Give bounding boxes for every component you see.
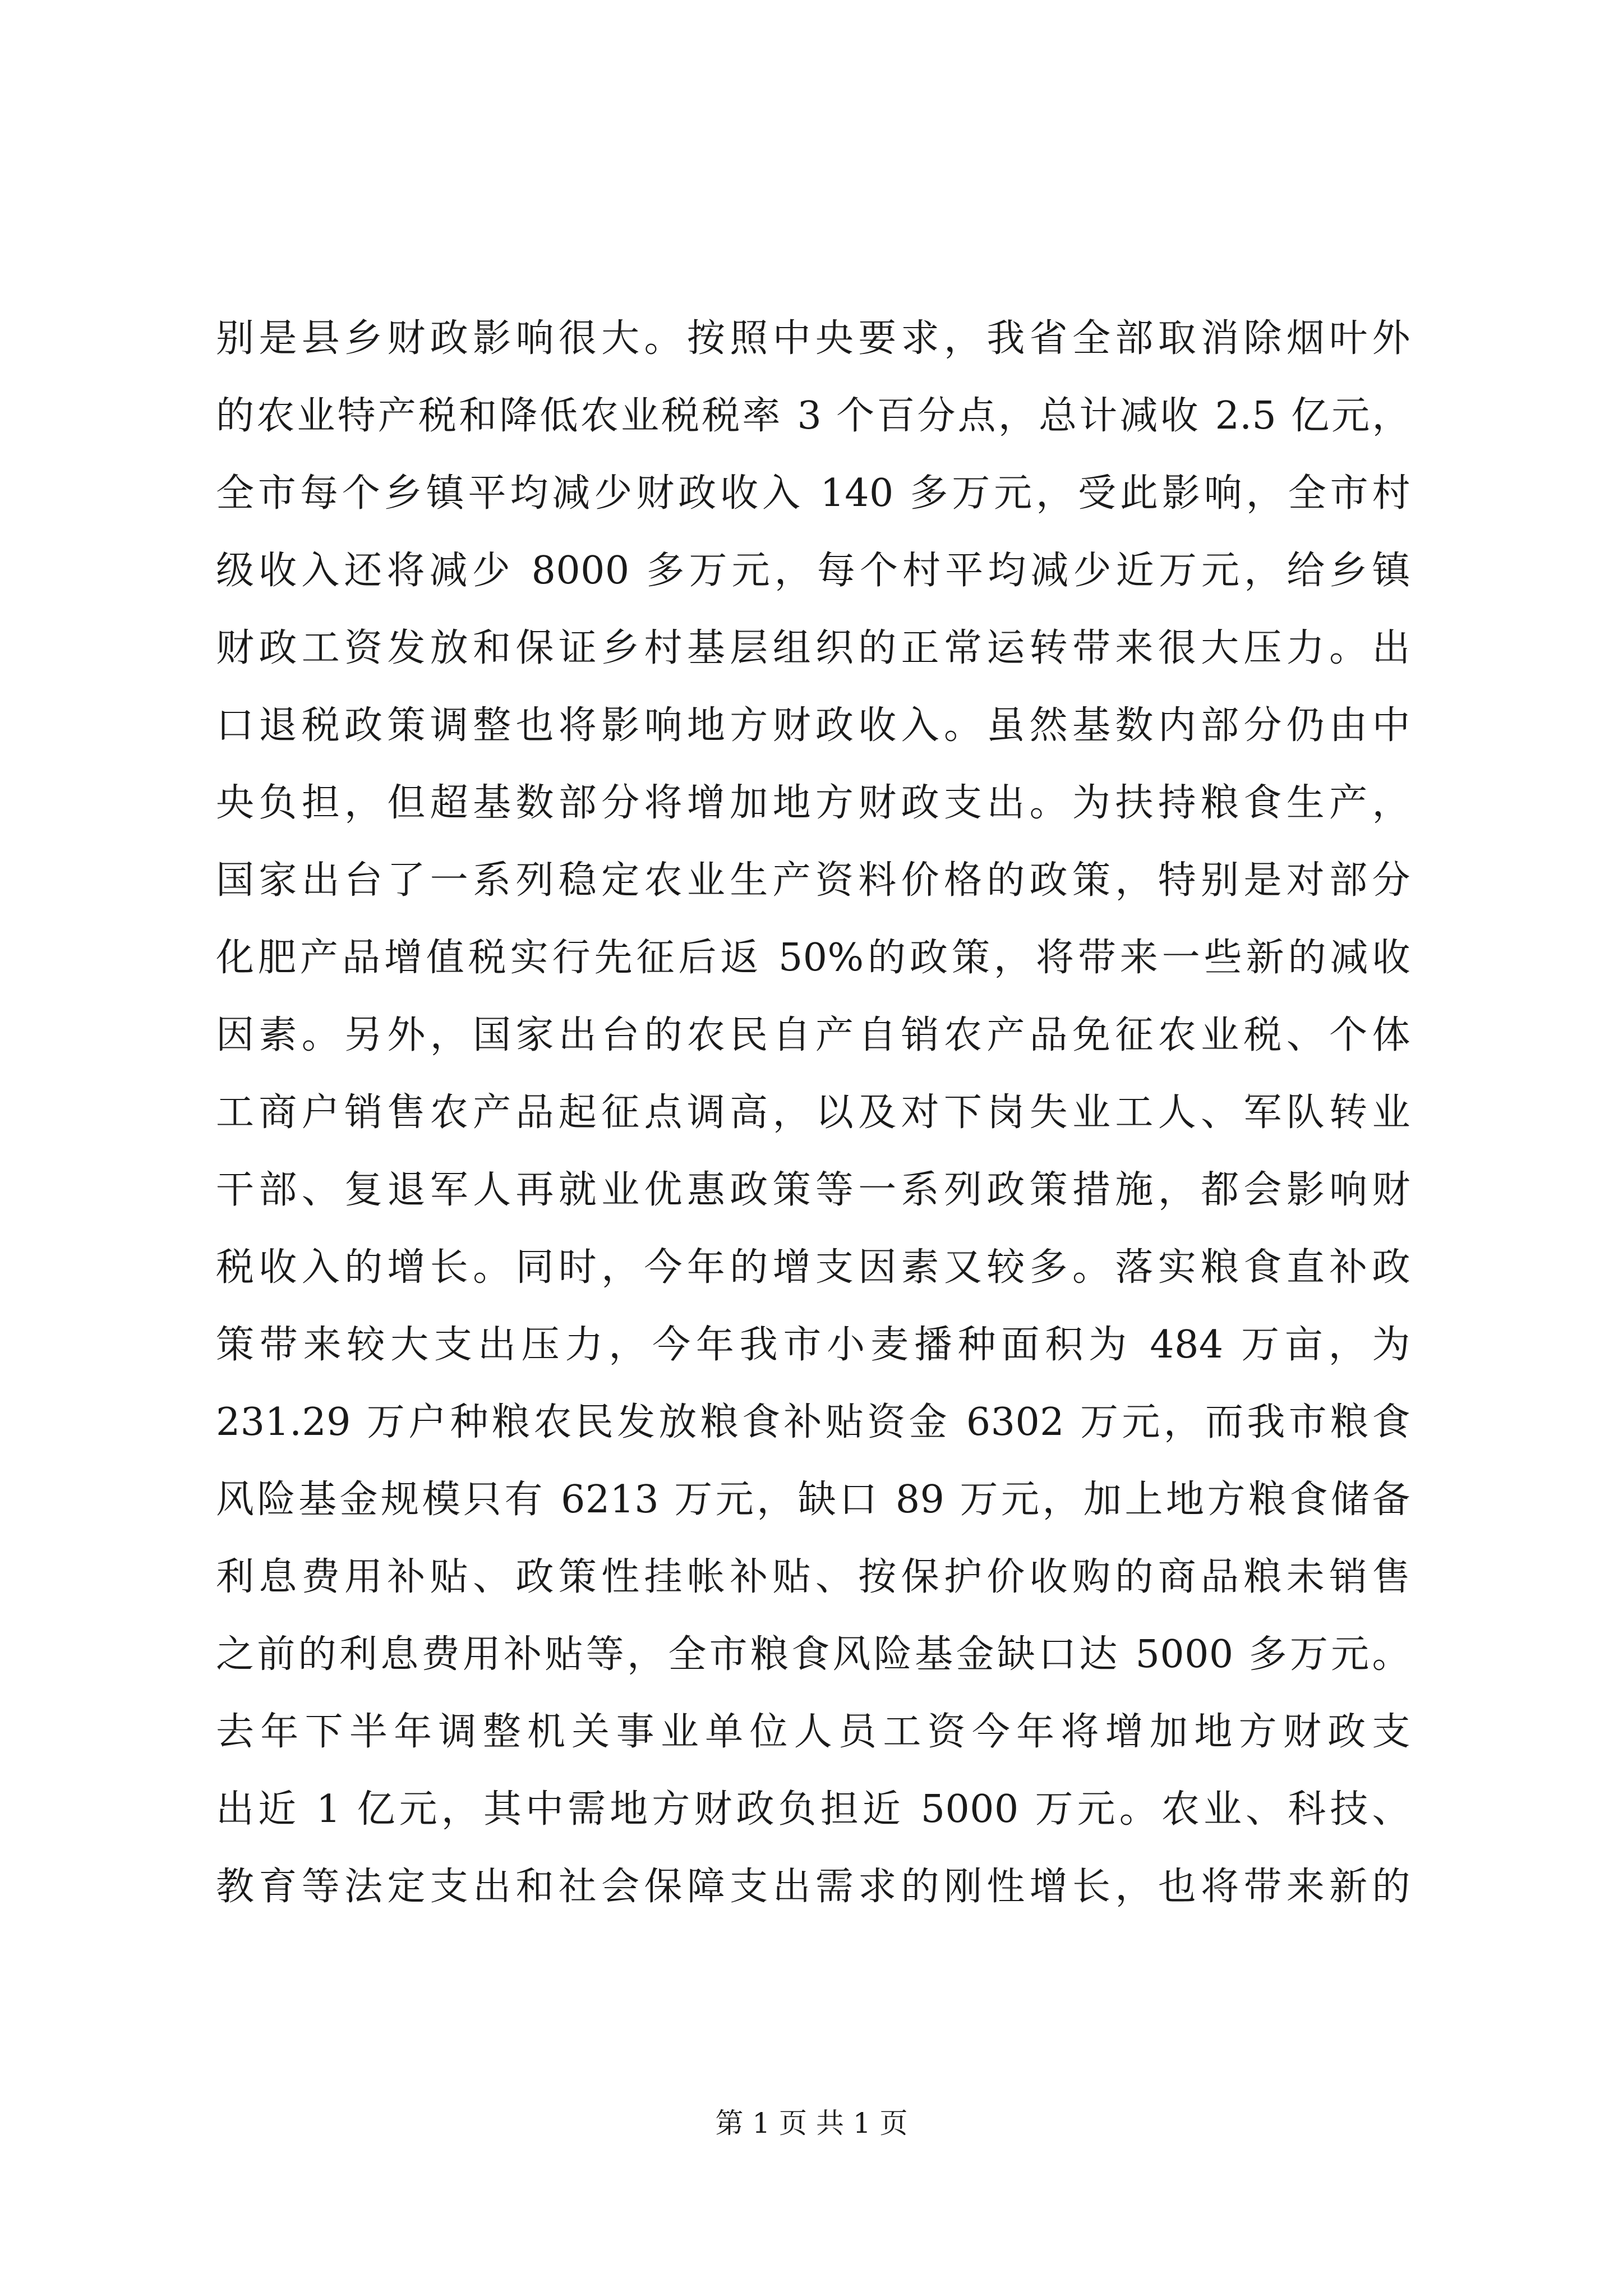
text-line: 央负担，但超基数部分将增加地方财政支出。为扶持粮食生产， [216,781,1410,825]
text-line: 教育等法定支出和社会保障支出需求的刚性增长，也将带来新的 [216,1865,1410,1909]
text-line: 风险基金规模只有 6213 万元，缺口 89 万元，加上地方粮食储备 [216,1478,1410,1522]
text-line: 干部、复退军人再就业优惠政策等一系列政策措施，都会影响财 [216,1168,1410,1212]
text-line: 利息费用补贴、政策性挂帐补贴、按保护价收购的商品粮未销售 [216,1555,1410,1599]
page-footer: 第 1 页 共 1 页 [715,2107,908,2139]
text-line: 化肥产品增值税实行先征后返 50%的政策，将带来一些新的减收 [216,936,1410,980]
text-line: 全市每个乡镇平均减少财政收入 140 多万元，受此影响，全市村 [216,471,1410,516]
text-line: 之前的利息费用补贴等，全市粮食风险基金缺口达 5000 多万元。 [216,1632,1410,1677]
text-line: 别是县乡财政影响很大。按照中央要求，我省全部取消除烟叶外 [216,316,1410,361]
text-line: 工商户销售农产品起征点调高，以及对下岗失业工人、军队转业 [216,1091,1410,1135]
text-line: 级收入还将减少 8000 多万元，每个村平均减少近万元，给乡镇 [216,549,1410,593]
text-line: 因素。另外，国家出台的农民自产自销农产品免征农业税、个体 [216,1013,1410,1057]
text-line: 国家出台了一系列稳定农业生产资料价格的政策，特别是对部分 [216,858,1410,903]
text-line: 出近 1 亿元，其中需地方财政负担近 5000 万元。农业、科技、 [216,1787,1410,1832]
body-text [216,300,1410,1926]
text-line: 财政工资发放和保证乡村基层组织的正常运转带来很大压力。出 [216,626,1410,670]
text-line: 231.29 万户种粮农民发放粮食补贴资金 6302 万元，而我市粮食 [216,1400,1410,1444]
text-line: 税收入的增长。同时，今年的增支因素又较多。落实粮食直补政 [216,1245,1410,1290]
text-line: 的农业特产税和降低农业税税率 3 个百分点，总计减收 2.5 亿元， [216,394,1410,438]
text-line: 策带来较大支出压力，今年我市小麦播种面积为 484 万亩，为 [216,1323,1410,1367]
text-line: 去年下半年调整机关事业单位人员工资今年将增加地方财政支 [216,1710,1410,1754]
text-line: 口退税政策调整也将影响地方财政收入。虽然基数内部分仍由中 [216,703,1410,748]
